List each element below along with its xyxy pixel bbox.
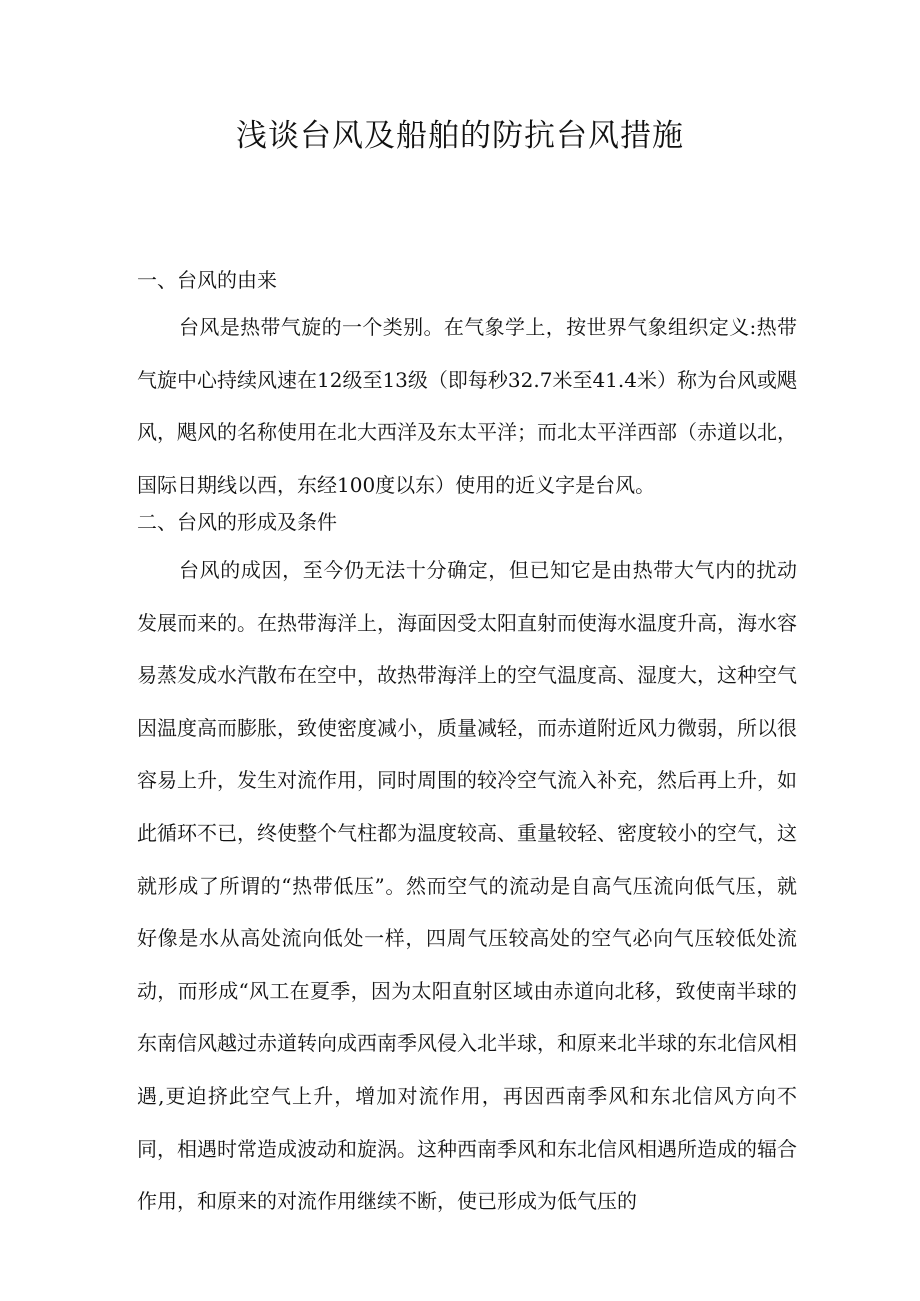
section-paragraph-origin: 台风是热带气旋的一个类别。在气象学上，按世界气象组织定义:热带气旋中心持续风速在12级至13级（即每秒32.7米至41.4米）称为台风或飓风，飓风的名称使用在北大西洋及东太平洋；而北太平洋西部（赤道以北，国际日期线以西，东经100度以东）使用的近义字是台风。 xyxy=(137,315,797,497)
section-paragraph-formation: 台风的成因，至今仍无法十分确定，但已知它是由热带大气内的扰动发展而来的。在热带海洋上，海面因受太阳直射而使海水温度升高，海水容易蒸发成水汽散布在空中，故热带海洋上的空气温度高、湿度大，这种空气因温度高而膨胀，致使密度减小，质量减轻，而赤道附近风力微弱，所以很容易上升，发生对流作用，同时周围的较冷空气流入补充，然后再上升，如此循环不已，终使整个气柱都为温度较高、重量较轻、密度较小的空气，这就形成了所谓的“热带低压”。然而空气的流动是自高气压流向低气压，就好像是水从高处流向低处一样，四周气压较高处的空气必向气压较低处流动，而形成“风工在夏季，因为太阳直射区域由赤道向北移，致使南半球的东南信风越过赤道转向成西南季风侵入北半球，和原来北半球的东北信风相遇,更迫挤此空气上升，增加对流作用，再因西南季风和东北信风方向不同，相遇时常造成波动和旋涡。这种西南季风和东北信风相遇所造成的辐合作用，和原来的对流作用继续不断，使已形成为低气压的 xyxy=(137,558,797,1214)
section-heading-origin: 一、台风的由来 xyxy=(137,268,277,292)
section-heading-formation: 二、台风的形成及条件 xyxy=(137,510,337,534)
document-title: 浅谈台风及船舶的防抗台风措施 xyxy=(236,118,684,154)
